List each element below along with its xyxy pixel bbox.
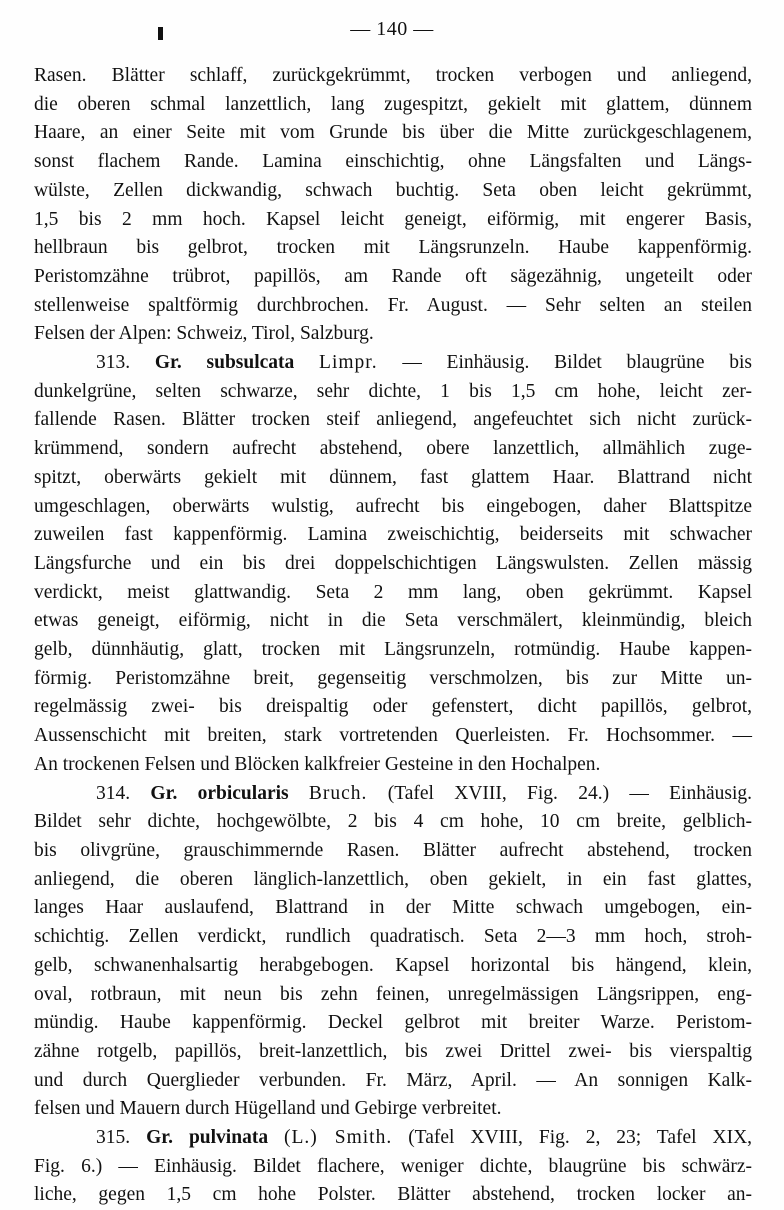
heading-line-text: (Tafel XVIII, Fig. 24.) — Einhäusig. bbox=[387, 782, 752, 804]
text-line: sonst flachem Rande. Lamina einschichtig, ohne Längsfalten und Längs- bbox=[34, 151, 752, 173]
text-line: und durch Querglieder verbunden. Fr. März, April. — An sonnigen Kalk- bbox=[34, 1069, 752, 1091]
text-line: förmig. Peristomzähne breit, gegenseitig verschmolzen, bis zur Mitte un- bbox=[34, 667, 752, 689]
text-line: Peristomzähne trübrot, papillös, am Rande oft sägezähnig, ungeteilt oder bbox=[34, 265, 752, 287]
text-line: hellbraun bis gelbrot, trocken mit Längsrunzeln. Haube kappenförmig. bbox=[34, 237, 752, 259]
text-line: liche, gegen 1,5 cm hohe Polster. Blätter abstehend, trocken locker an- bbox=[34, 1184, 752, 1206]
genus-abbreviation: Gr. bbox=[154, 352, 182, 374]
text-line: verdickt, meist glattwandig. Seta 2 mm lang, oben gekrümmt. Kapsel bbox=[34, 581, 752, 603]
entry-number: 314. bbox=[96, 782, 131, 804]
entry-heading-line bbox=[34, 1124, 752, 1153]
text-line: krümmend, sondern aufrecht abstehend, obere lanzettlich, allmählich zuge- bbox=[34, 438, 752, 460]
text-line: bis olivgrüne, grauschimmernde Rasen. Blätter aufrecht abstehend, trocken bbox=[34, 839, 752, 861]
text-line: Bildet sehr dichte, hochgewölbte, 2 bis 4 cm hohe, 10 cm breite, gelblich- bbox=[34, 811, 752, 833]
species-name: orbicularis bbox=[197, 782, 289, 804]
entry-heading-line bbox=[34, 349, 752, 378]
text-line: gelb, schwanenhalsartig herabgebogen. Kapsel horizontal bis hängend, klein, bbox=[34, 954, 752, 976]
heading-line-text: — Einhäusig. Bildet blaugrüne bis bbox=[402, 352, 752, 374]
species-name: pulvinata bbox=[188, 1127, 269, 1149]
text-line: anliegend, die oberen länglich-lanzettlich, oben gekielt, in ein fast glattes, bbox=[34, 868, 752, 890]
species-entry-315 bbox=[34, 1124, 752, 1210]
species-name: subsulcata bbox=[206, 352, 295, 374]
entry-heading-line bbox=[34, 780, 752, 809]
text-line: Aussenschicht mit breiten, stark vortretenden Querleisten. Fr. Hochsommer. — bbox=[34, 725, 752, 747]
text-line: 1,5 bis 2 mm hoch. Kapsel leicht geneigt, eiförmig, mit engerer Basis, bbox=[34, 208, 752, 230]
text-line: zähne rotgelb, papillös, breit-lanzettlich, bis zwei Drittel zwei- bis vierspaltig bbox=[34, 1040, 752, 1062]
text-line: fallende Rasen. Blätter trocken steif anliegend, angefeuchtet sich nicht zurück- bbox=[34, 409, 752, 431]
text-line: regelmässig zwei- bis dreispaltig oder gefenstert, dicht papillös, gelbrot, bbox=[34, 696, 752, 718]
text-line: die oberen schmal lanzettlich, lang zugespitzt, gekielt mit glattem, dünnem bbox=[34, 93, 752, 115]
paragraph-continued bbox=[34, 62, 752, 349]
text-line: schichtig. Zellen verdickt, rundlich quadratisch. Seta 2—3 mm hoch, stroh- bbox=[34, 926, 752, 948]
text-line: zuweilen fast kappenförmig. Lamina zweischichtig, beiderseits mit schwacher bbox=[34, 524, 752, 546]
text-line: Rasen. Blätter schlaff, zurückgekrümmt, trocken verbogen und anliegend, bbox=[34, 65, 752, 86]
author-citation: Bruch. bbox=[308, 782, 368, 804]
heading-line-text: (Tafel XVIII, Fig. 2, 23; Tafel XIX, bbox=[408, 1127, 753, 1149]
entry-number: 313. bbox=[96, 352, 131, 374]
author-citation: Limpr. bbox=[319, 352, 378, 374]
text-line: gelb, dünnhäutig, glatt, trocken mit Längsrunzeln, rotmündig. Haube kappen- bbox=[34, 639, 752, 661]
species-entry-313 bbox=[34, 349, 752, 780]
genus-abbreviation: Gr. bbox=[150, 782, 178, 804]
text-line: mündig. Haube kappenförmig. Deckel gelbrot mit breiter Warze. Peristom- bbox=[34, 1012, 752, 1034]
entry-number: 315. bbox=[96, 1127, 131, 1149]
species-entry-314 bbox=[34, 780, 752, 1124]
text-line: spitzt, oberwärts gekielt mit dünnem, fast glattem Haar. Blattrand nicht bbox=[34, 466, 752, 488]
author-citation: (L.) Smith. bbox=[284, 1127, 393, 1149]
text-line: oval, rotbraun, mit neun bis zehn feinen, unregelmässigen Längsrippen, eng- bbox=[34, 983, 752, 1005]
text-line: wülste, Zellen dickwandig, schwach buchtig. Seta oben leicht gekrümmt, bbox=[34, 179, 752, 201]
text-line: langes Haar auslaufend, Blattrand in der Mitte schwach umgebogen, ein- bbox=[34, 897, 752, 919]
text-line: Felsen der Alpen: Schweiz, Tirol, Salzburg. bbox=[34, 323, 374, 345]
page-number: — 140 — bbox=[350, 18, 434, 40]
text-line: dunkelgrüne, selten schwarze, sehr dichte, 1 bis 1,5 cm hohe, leicht zer- bbox=[34, 380, 752, 402]
text-line: An trockenen Felsen und Blöcken kalkfreier Gesteine in den Hochalpen. bbox=[34, 753, 601, 775]
text-line: stellenweise spaltförmig durchbrochen. Fr. August. — Sehr selten an steilen bbox=[34, 294, 752, 316]
text-line: etwas geneigt, eiförmig, nicht in die Seta verschmälert, kleinmündig, bleich bbox=[34, 610, 752, 632]
page-body bbox=[34, 62, 752, 1210]
text-line: umgeschlagen, oberwärts wulstig, aufrecht bis eingebogen, daher Blattspitze bbox=[34, 495, 752, 517]
text-line: Haare, an einer Seite mit vom Grunde bis über die Mitte zurückgeschlagenem, bbox=[34, 122, 752, 144]
text-line: Fig. 6.) — Einhäusig. Bildet flachere, weniger dichte, blaugrüne bis schwärz- bbox=[34, 1155, 752, 1177]
genus-abbreviation: Gr. bbox=[146, 1127, 173, 1149]
text-line: felsen und Mauern durch Hügelland und Gebirge verbreitet. bbox=[34, 1098, 502, 1120]
text-line: Längsfurche und ein bis drei doppelschichtigen Längswulsten. Zellen mässig bbox=[34, 552, 752, 574]
